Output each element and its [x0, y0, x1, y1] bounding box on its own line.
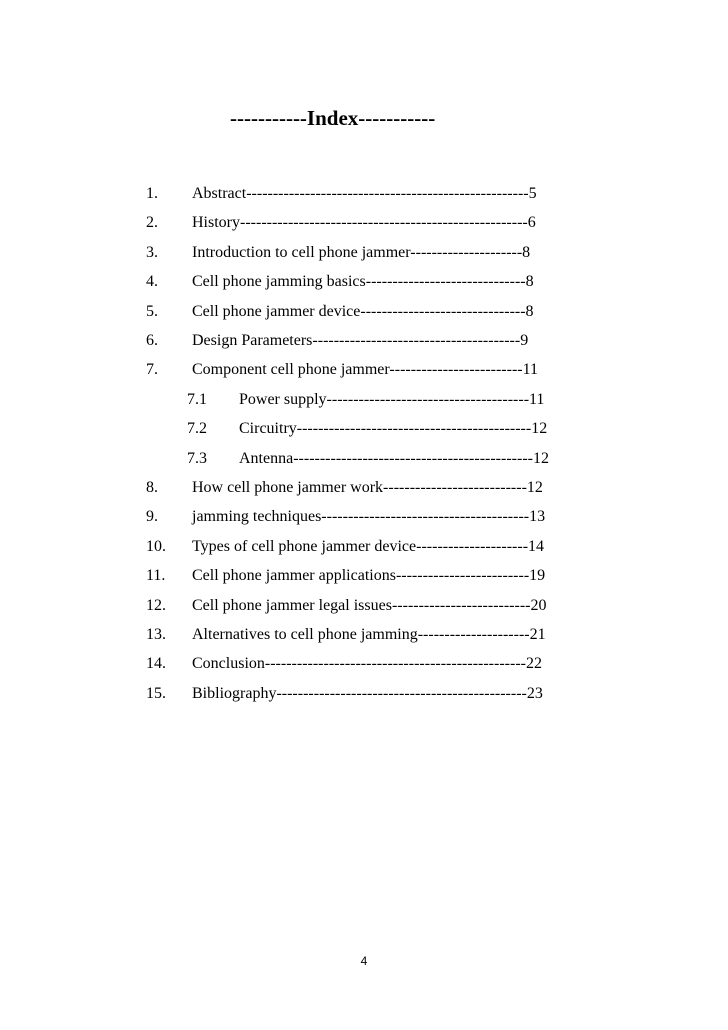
toc-entry-number: 1. [146, 185, 158, 202]
page-number: 4 [360, 954, 368, 968]
toc-entry-label: Cell phone jammer legal issues--------------------------20 [192, 596, 547, 614]
toc-entry-number: 15. [146, 684, 166, 702]
toc-entry-number: 8. [146, 479, 158, 496]
toc-entry-number: 2. [146, 214, 158, 232]
toc-entry-label: How cell phone jammer work---------------------------12 [192, 479, 543, 496]
toc-entry-label: Antenna---------------------------------------------12 [239, 449, 549, 467]
toc-entry-label: Types of cell phone jammer device---------------------14 [192, 537, 545, 555]
toc-entry-label: Cell phone jammer device-------------------------------8 [192, 302, 534, 320]
toc-entry-label: Cell phone jamming basics------------------------------8 [192, 273, 534, 291]
index-title: -----------Index----------- [230, 106, 436, 130]
toc-entry-number: 7.2 [187, 420, 207, 438]
toc-entry-label: Cell phone jammer applications-------------------------19 [192, 567, 546, 585]
toc-entry-label: Conclusion-------------------------------------------------22 [192, 655, 542, 673]
toc-entry-label: Abstract-----------------------------------------------------5 [192, 185, 537, 202]
toc-entry-label: jamming techniques---------------------------------------13 [192, 508, 546, 526]
toc-entry-number: 14. [146, 655, 166, 673]
toc-entry-number: 7. [146, 361, 158, 379]
toc-entry-number: 12. [146, 596, 166, 614]
toc-entry-label: Introduction to cell phone jammer---------------------8 [192, 243, 531, 261]
toc-entry-label: Circuitry--------------------------------------------12 [239, 420, 548, 438]
toc-entry-label: History------------------------------------------------------6 [192, 214, 536, 232]
toc-entry-number: 7.1 [187, 390, 207, 408]
toc-entry-label: Power supply--------------------------------------11 [239, 390, 545, 408]
toc-entry-number: 9. [146, 508, 158, 526]
toc-entry-number: 4. [146, 273, 158, 291]
toc-entry-number: 5. [146, 302, 158, 320]
toc-entry-number: 13. [146, 626, 166, 643]
toc-entry-label: Alternatives to cell phone jamming---------------------21 [192, 626, 546, 643]
toc-entry-label: Bibliography-----------------------------------------------23 [192, 684, 543, 702]
toc-entry-number: 7.3 [187, 449, 207, 467]
toc-entry-number: 11. [146, 567, 166, 585]
toc-entry-label: Design Parameters---------------------------------------9 [192, 332, 529, 349]
toc-entry-number: 10. [146, 537, 166, 555]
toc-entry-number: 6. [146, 332, 158, 349]
toc-entry-number: 3. [146, 243, 158, 261]
toc-entry-label: Component cell phone jammer-------------------------11 [192, 361, 539, 379]
